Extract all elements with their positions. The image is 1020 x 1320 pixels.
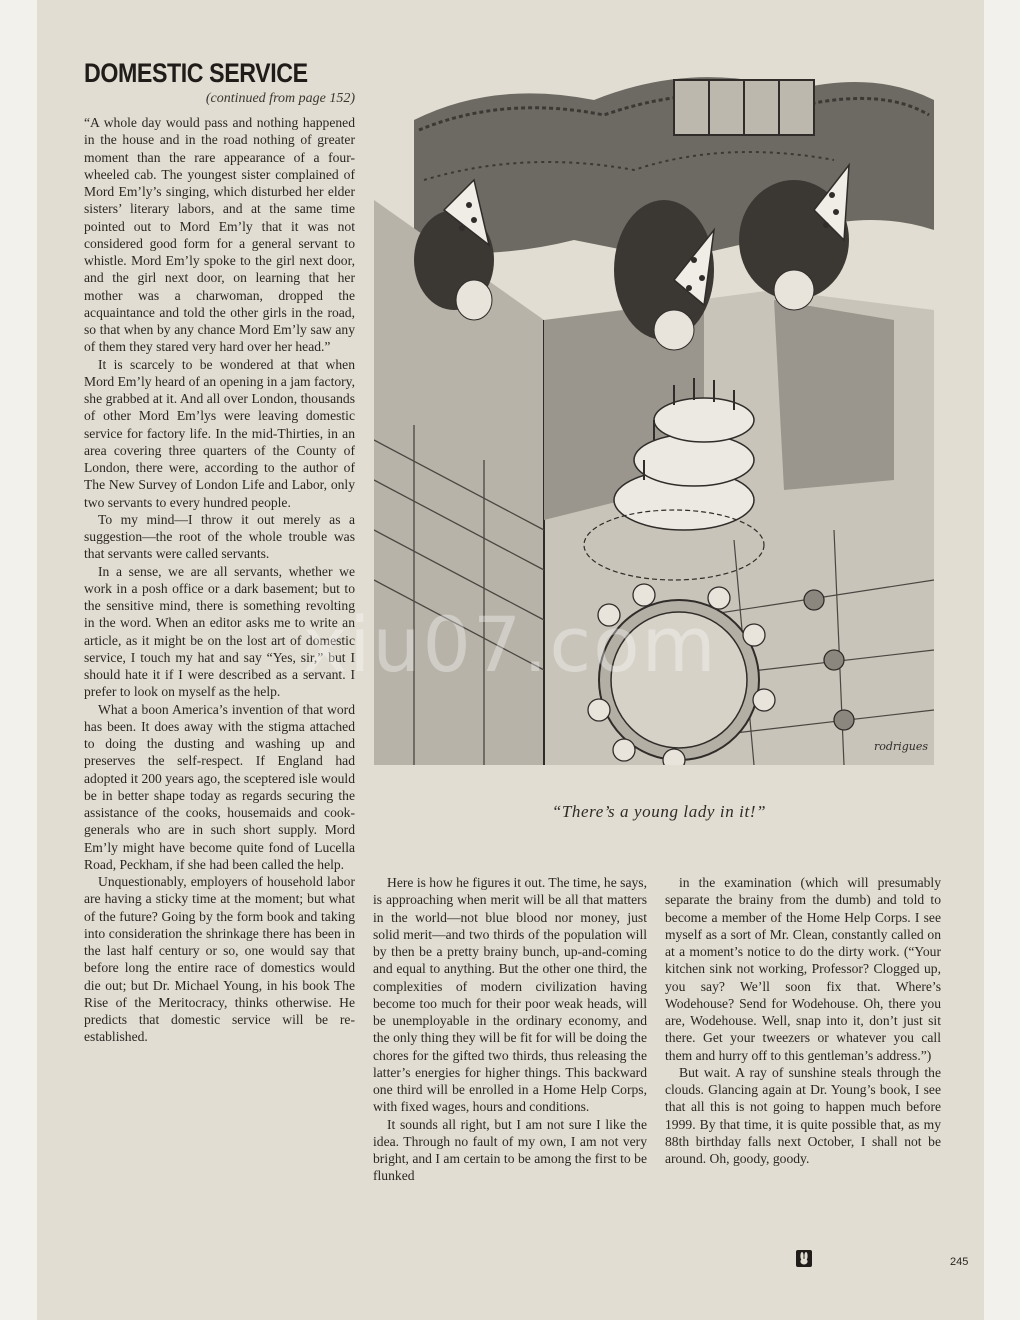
text-column-3 bbox=[665, 874, 941, 1167]
paragraph: In a sense, we are all servants, whether we work in a posh office or a dark basement; but to the sensitive mind, there is something revolting in the word. When an editor asks me to write an article, as it might be on the lost art of domestic service, I touch my hat and say “Yes, sir,” but I should hate it if I were described as a servant. I prefer to look on myself as the help. bbox=[84, 563, 355, 700]
cartoon-drawing bbox=[374, 60, 944, 765]
left-margin bbox=[0, 0, 37, 1320]
paragraph: “A whole day would pass and nothing happened in the house and in the road nothing of greater moment than the rare appearance of a four-wheeled cab. The youngest sister complained of Mord Em’ly’s singing, which disturbed her elder sisters’ literary labors, and at the same time pointed out to Mord Em’ly that it was not considered good form for a general servant to whistle. Mord Em’ly spoke to the girl next door, and the girl next door, on learning that her mother was a charwoman, dropped the acquaintance and told the other girls in the road, so that when by any chance Mord Em’ly saw any of them they stared very hard over her head.” bbox=[84, 115, 355, 355]
artist-signature: rodrigues bbox=[874, 740, 928, 753]
article-headline: DOMESTIC SERVICE bbox=[84, 58, 308, 88]
paragraph: It is scarcely to be wondered at that when Mord Em’ly heard of an opening in a jam factory, she grabbed at it. And all over London, thousands of other Mord Em’lys were leaving domestic service for factory life. In the mid-Thirties, in an area covering three quarters of the County of London, there were, according to the author of The New Survey of London Life and Labor, only two servants to every hundred people. bbox=[84, 356, 355, 510]
continued-from-note: (continued from page 152) bbox=[205, 91, 355, 106]
paragraph: Unquestionably, employers of household labor are having a sticky time at the moment; but what of the future? Going by the form book and taking into consideration the shrinkage there has been in the last half century or so, one would say that before long the entire race of domestics would die out; but Dr. Michael Young, in his book The Rise of the Meritocracy, thinks otherwise. He predicts that domestic service will be re-established. bbox=[84, 874, 355, 1045]
text-column-2 bbox=[373, 874, 647, 1185]
paragraph: But wait. A ray of sunshine steals through the clouds. Glancing again at Dr. Young’s book, I see that all this is not going to happen much before 1999. By that time, it is quite possible that, as my 88th birthday falls next October, I shall not be around. Oh, goody, goody. bbox=[665, 1064, 941, 1166]
bunny-end-mark-icon bbox=[796, 1250, 812, 1267]
paragraph: Here is how he figures it out. The time, he says, is approaching when merit will be all that matters in the world—not blue blood nor money, just solid merit—and two thirds of the population will by then be a pretty brainy bunch, up-and-coming and equal to anything. But the other one third, the complexities of modern civilization having become too much for their poor weak heads, will be unemployable in the ordinary economy, and the only thing they will be fit for will be doing the chores for the gifted two thirds, thus releasing the latter’s energies for higher things. This backward one third will be enrolled in a Home Help Corps, with fixed wages, hours and conditions. bbox=[373, 875, 647, 1115]
paragraph: It sounds all right, but I am not sure I like the idea. Through no fault of my own, I am not very bright, and I am certain to be among the first to be flunked bbox=[373, 1116, 647, 1184]
cartoon-caption: “There’s a young lady in it!” bbox=[551, 802, 767, 821]
right-margin bbox=[984, 0, 1020, 1320]
text-column-1 bbox=[84, 114, 355, 1046]
cartoon-illustration bbox=[374, 60, 944, 765]
paragraph: What a boon America’s invention of that word has been. It does away with the stigma attached to doing the dusting and washing up and preserves the self-respect. If England had adopted it 200 years ago, the sceptered isle would be in better shape today as regards securing the assistance of the cooks, housemaids and cook-generals who are in such short supply. Mord Em’ly might have become quite fond of Lucella Road, Peckham, if she had been called the help. bbox=[84, 701, 355, 872]
watermark: xiu07.com bbox=[302, 600, 718, 689]
page-number: 245 bbox=[950, 1256, 969, 1268]
paragraph: in the examination (which will presumably separate the brainy from the dumb) and told to become a member of the Home Help Corps. I see myself as a sort of Mr. Clean, constantly called on at a moment’s notice to do the dirty work. (“Your kitchen sink not working, Professor? Clogged up, you say? We’ll soon fix that. Where’s Wodehouse? Send for Wodehouse. Oh, there you are, Wodehouse. Well, snap into it, don’t just sit there. Get your tweezers or whatever you call them and hurry off to this gentleman’s address.”) bbox=[665, 875, 941, 1063]
paragraph: To my mind—I throw it out merely as a suggestion—the root of the whole trouble was that servants were called servants. bbox=[84, 511, 355, 562]
